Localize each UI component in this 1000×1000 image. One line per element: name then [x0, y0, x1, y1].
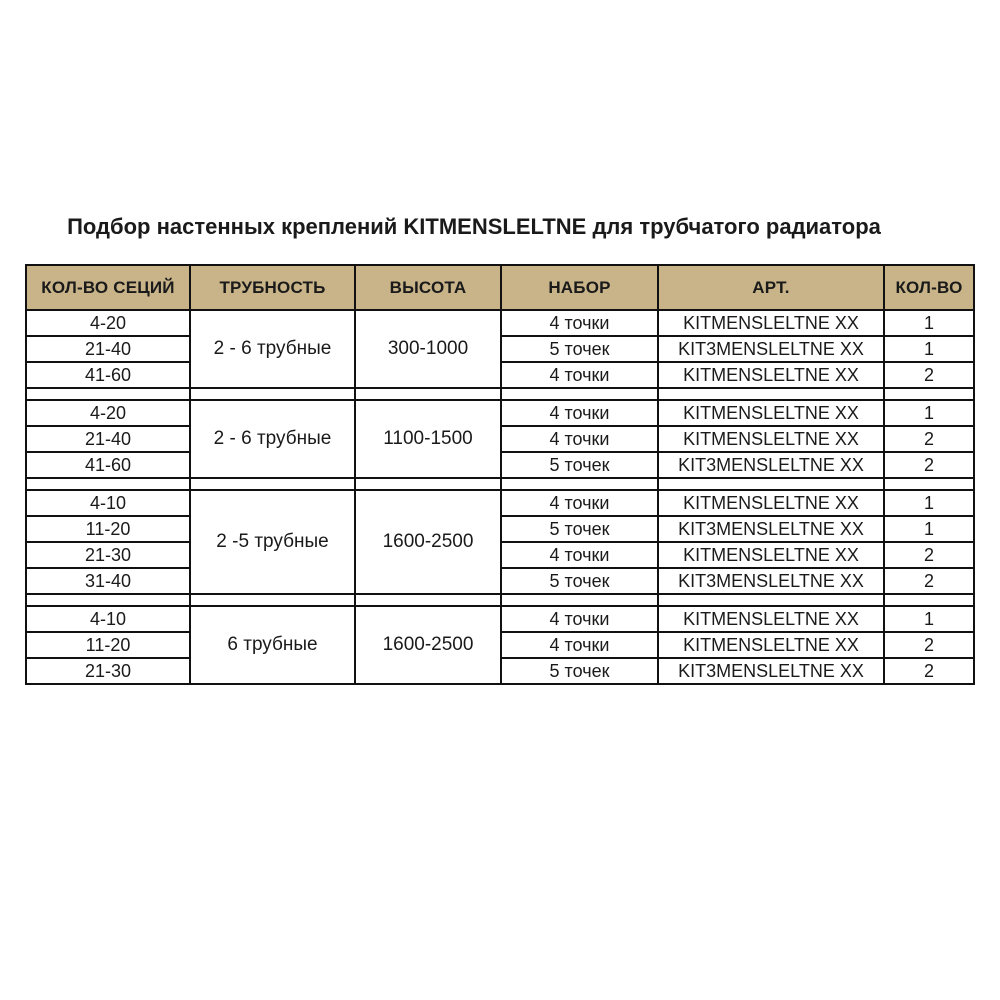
- sections-cell: 4-20: [26, 400, 190, 426]
- article-cell: KITMENSLELTNE XX: [658, 310, 884, 336]
- table-row: [26, 310, 974, 336]
- height-cell: 300-1000: [355, 310, 501, 388]
- sections-cell: 11-20: [26, 516, 190, 542]
- separator-cell: [884, 478, 974, 490]
- set-cell: 4 точки: [501, 542, 658, 568]
- set-cell: 4 точки: [501, 490, 658, 516]
- article-cell: KIT3MENSLELTNE XX: [658, 516, 884, 542]
- article-cell: KITMENSLELTNE XX: [658, 490, 884, 516]
- quantity-cell: 1: [884, 336, 974, 362]
- table-row: [26, 606, 974, 632]
- header-set: НАБОР: [501, 265, 658, 310]
- separator-cell: [355, 388, 501, 400]
- sections-cell: 41-60: [26, 452, 190, 478]
- height-cell: 1100-1500: [355, 400, 501, 478]
- header-quantity: КОЛ-ВО: [884, 265, 974, 310]
- separator-cell: [190, 478, 355, 490]
- quantity-cell: 2: [884, 542, 974, 568]
- set-cell: 5 точек: [501, 516, 658, 542]
- separator-cell: [501, 478, 658, 490]
- table-body: [26, 310, 974, 684]
- quantity-cell: 2: [884, 632, 974, 658]
- article-cell: KIT3MENSLELTNE XX: [658, 568, 884, 594]
- separator-cell: [501, 594, 658, 606]
- set-cell: 4 точки: [501, 310, 658, 336]
- separator-cell: [26, 594, 190, 606]
- separator-cell: [190, 388, 355, 400]
- article-cell: KITMENSLELTNE XX: [658, 426, 884, 452]
- quantity-cell: 1: [884, 310, 974, 336]
- sections-cell: 4-20: [26, 310, 190, 336]
- sections-cell: 21-30: [26, 658, 190, 684]
- separator-cell: [355, 478, 501, 490]
- separator-cell: [26, 388, 190, 400]
- separator-cell: [190, 594, 355, 606]
- separator-cell: [884, 388, 974, 400]
- tube-count-cell: 2 - 6 трубные: [190, 310, 355, 388]
- mounting-selection-table: [25, 264, 975, 685]
- header-height: ВЫСОТА: [355, 265, 501, 310]
- sections-cell: 21-30: [26, 542, 190, 568]
- article-cell: KITMENSLELTNE XX: [658, 632, 884, 658]
- quantity-cell: 2: [884, 362, 974, 388]
- sections-cell: 21-40: [26, 336, 190, 362]
- separator-cell: [658, 478, 884, 490]
- height-cell: 1600-2500: [355, 606, 501, 684]
- separator-cell: [658, 388, 884, 400]
- quantity-cell: 1: [884, 400, 974, 426]
- quantity-cell: 1: [884, 516, 974, 542]
- sections-cell: 21-40: [26, 426, 190, 452]
- quantity-cell: 2: [884, 658, 974, 684]
- quantity-cell: 1: [884, 490, 974, 516]
- table-row: [26, 490, 974, 516]
- separator-cell: [658, 594, 884, 606]
- group-separator-row: [26, 478, 974, 490]
- article-cell: KITMENSLELTNE XX: [658, 542, 884, 568]
- sections-cell: 4-10: [26, 490, 190, 516]
- sections-cell: 41-60: [26, 362, 190, 388]
- set-cell: 5 точек: [501, 568, 658, 594]
- set-cell: 5 точек: [501, 658, 658, 684]
- separator-cell: [501, 388, 658, 400]
- article-cell: KIT3MENSLELTNE XX: [658, 452, 884, 478]
- sections-cell: 4-10: [26, 606, 190, 632]
- quantity-cell: 2: [884, 568, 974, 594]
- set-cell: 4 точки: [501, 400, 658, 426]
- article-cell: KITMENSLELTNE XX: [658, 606, 884, 632]
- article-cell: KIT3MENSLELTNE XX: [658, 336, 884, 362]
- header-article: АРТ.: [658, 265, 884, 310]
- separator-cell: [26, 478, 190, 490]
- quantity-cell: 1: [884, 606, 974, 632]
- separator-cell: [355, 594, 501, 606]
- group-separator-row: [26, 594, 974, 606]
- header-section-count: КОЛ-ВО СЕЦИЙ: [26, 265, 190, 310]
- tube-count-cell: 2 - 6 трубные: [190, 400, 355, 478]
- sections-cell: 11-20: [26, 632, 190, 658]
- set-cell: 4 точки: [501, 606, 658, 632]
- sections-cell: 31-40: [26, 568, 190, 594]
- set-cell: 4 точки: [501, 426, 658, 452]
- header-tube-count: ТРУБНОСТЬ: [190, 265, 355, 310]
- set-cell: 4 точки: [501, 632, 658, 658]
- separator-cell: [884, 594, 974, 606]
- article-cell: KITMENSLELTNE XX: [658, 400, 884, 426]
- tube-count-cell: 2 -5 трубные: [190, 490, 355, 594]
- table-header-row: [26, 265, 974, 310]
- table-row: [26, 400, 974, 426]
- set-cell: 4 точки: [501, 362, 658, 388]
- set-cell: 5 точек: [501, 336, 658, 362]
- page-title: Подбор настенных креплений KITMENSLELTNE для трубчатого радиатора: [67, 214, 881, 239]
- article-cell: KIT3MENSLELTNE XX: [658, 658, 884, 684]
- quantity-cell: 2: [884, 426, 974, 452]
- group-separator-row: [26, 388, 974, 400]
- tube-count-cell: 6 трубные: [190, 606, 355, 684]
- height-cell: 1600-2500: [355, 490, 501, 594]
- set-cell: 5 точек: [501, 452, 658, 478]
- article-cell: KITMENSLELTNE XX: [658, 362, 884, 388]
- quantity-cell: 2: [884, 452, 974, 478]
